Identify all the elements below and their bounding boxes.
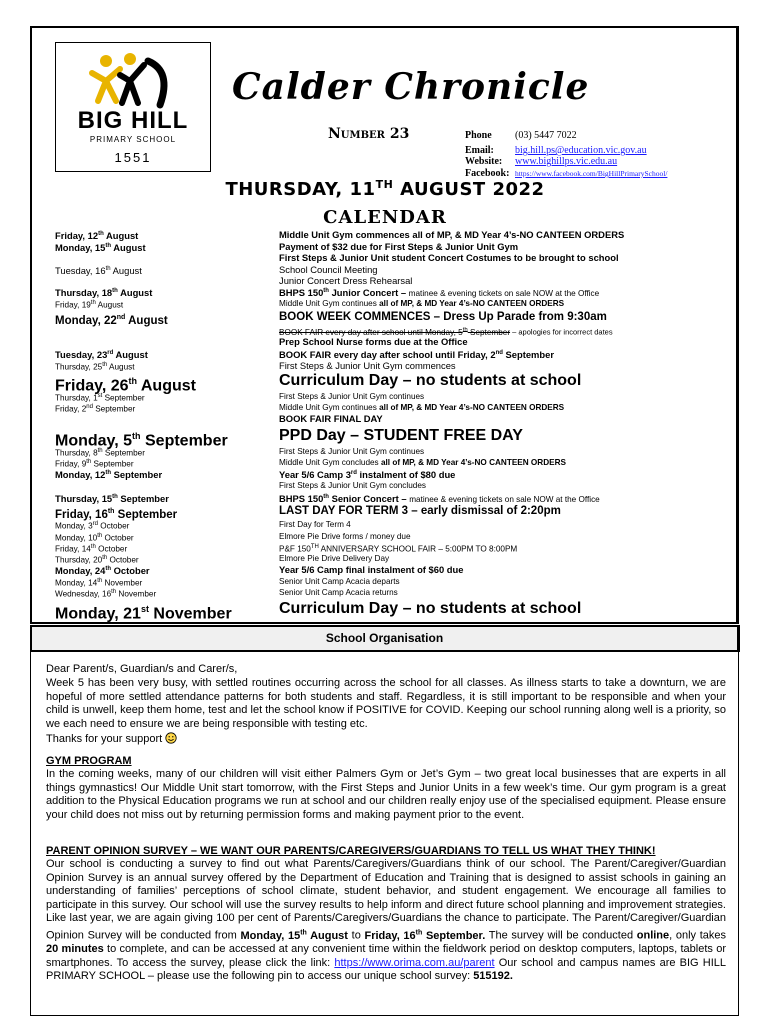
calendar-date: Tuesday, 23rd August <box>55 349 148 361</box>
website-label: Website: <box>465 156 503 167</box>
calendar-date: Monday, 10th October <box>55 533 134 543</box>
calendar-date: Friday, 26th August <box>55 376 196 395</box>
phone-value: (03) 5447 7022 <box>515 130 577 141</box>
logo-number: 1551 <box>114 150 152 165</box>
letter-intro: Week 5 has been very busy, with settled routines occurring across the school for all classes. As illness starts to take a downturn, we are hopeful of more settled attendance patterns for both students and staff. Regardless, it is still important to be responsible and when your child is unwell, keep them home, test and let the school know if POSITIVE for COVID. Keeping our school running along well is a priority, so we each need to ensure we are being responsible with testing etc. <box>46 677 726 730</box>
school-logo <box>55 42 211 172</box>
calendar-event: Middle Unit Gym concludes all of MP, & MD Year 4’s-NO CANTEEN ORDERS <box>279 458 566 467</box>
calendar-date: Thursday, 20th October <box>55 555 139 565</box>
calendar-event: Year 5/6 Camp 3rd instalment of $80 due <box>279 469 456 481</box>
email-label: Email: <box>465 145 494 156</box>
calendar-date: Tuesday, 16th August <box>55 265 142 277</box>
survey-text: Our school is conducting a survey to find out what Parents/Caregivers/Guardians think of our school. The Parent/Caregiver/Guardian Opinion Survey is an annual survey offered by the Department of Education and Training that is designed to assist schools in gaining an understanding of families’ perceptions of school climate, student behavior, and student engagement. We encourage all families to participate in this survey. Our school will use the survey results to help inform and direct future school planning and improvement strategies. Like last year, we are again giving 100 per cent of Parents/Caregivers/Guardians the chance to participate. The Parent/Caregiver/Guardian Opinion Survey will be conducted from Monday, 15th August to Friday, 16th September. The survey will be conducted online, only takes 20 minutes to complete, and can be accessed at any convenient time within the fieldwork period on desktop computers, laptops, tablets or smartphones. To access the survey, please click the link: https://www.orima.com.au/parent Our school and campus names are BIG HILL PRIMARY SCHOOL – please use the following pin to access our unique school survey: 515192. <box>46 858 727 983</box>
issue-date-prefix: THURSDAY, 11 <box>225 179 376 200</box>
calendar-date: Monday, 22nd August <box>55 314 168 327</box>
calendar-event: Elmore Pie Drive Delivery Day <box>279 554 390 563</box>
issue-date <box>0 178 770 200</box>
calendar-date: Thursday, 18th August <box>55 287 153 299</box>
calendar-event: Junior Concert Dress Rehearsal <box>279 275 413 286</box>
calendar-date: Monday, 3rd October <box>55 521 130 531</box>
issue-date-suffix: TH <box>375 178 394 191</box>
calendar-event: Middle Unit Gym continues all of MP, & MD Year 4’s-NO CANTEEN ORDERS <box>279 299 565 308</box>
calendar-date: Monday, 12th September <box>55 469 163 481</box>
calendar-event: Curriculum Day – no students at school <box>279 372 582 389</box>
calendar-date: Friday, 12th August <box>55 230 139 242</box>
gym-heading: GYM PROGRAM <box>46 755 132 767</box>
calendar-date: Thursday, 8th September <box>55 448 145 458</box>
smiley-icon <box>165 732 177 744</box>
logo-name: BIG HILL <box>77 107 189 134</box>
calendar-event: Middle Unit Gym continues all of MP, & MD Year 4’s-NO CANTEEN ORDERS <box>279 403 565 412</box>
calendar-event: P&F 150TH ANNIVERSARY SCHOOL FAIR – 5:00PM TO 8:00PM <box>279 544 518 554</box>
calendar-event: Prep School Nurse forms due at the Office <box>279 336 468 347</box>
website-link[interactable]: www.bighillps.vic.edu.au <box>515 156 618 167</box>
calendar-event: First Steps & Junior Unit Gym concludes <box>279 481 426 490</box>
calendar-event: LAST DAY FOR TERM 3 – early dismissal of 2:20pm <box>279 505 561 517</box>
calendar-date: Thursday, 1st September <box>55 393 145 403</box>
calendar-heading: CALENDAR <box>323 207 447 228</box>
section-title: School Organisation <box>30 625 740 652</box>
phone-label: Phone <box>465 130 492 141</box>
calendar-event: BHPS 150th Junior Concert – matinee & evening tickets on sale NOW at the Office <box>279 287 600 299</box>
calendar-event: PPD Day – STUDENT FREE DAY <box>279 427 523 444</box>
facebook-link[interactable]: https://www.facebook.com/BigHillPrimarySchool/ <box>515 169 668 178</box>
calendar-event: Senior Unit Camp Acacia departs <box>279 577 400 586</box>
calendar-event: School Council Meeting <box>279 264 378 275</box>
letter-greeting: Dear Parent/s, Guardian/s and Carer/s, <box>46 663 238 675</box>
logo-figures-icon <box>86 51 176 111</box>
facebook-label: Facebook: <box>465 168 510 179</box>
calendar-event: Elmore Pie Drive forms / money due <box>279 532 411 541</box>
survey-heading: PARENT OPINION SURVEY – WE WANT OUR PARENTS/CAREGIVERS/GUARDIANS TO TELL US WHAT THEY THINK! <box>46 845 656 857</box>
calendar-date: Wednesday, 16th November <box>55 589 157 599</box>
calendar-date: Monday, 21st November <box>55 604 232 623</box>
calendar-event: First Steps & Junior Unit Gym commences <box>279 360 456 371</box>
calendar-event: Senior Unit Camp Acacia returns <box>279 588 398 597</box>
masthead-title: Calder Chronicle <box>232 66 590 108</box>
survey-link[interactable]: https://www.orima.com.au/parent <box>334 956 495 969</box>
calendar-event: Year 5/6 Camp final instalment of $60 due <box>279 564 464 575</box>
letter-thanks: Thanks for your support <box>46 732 726 747</box>
calendar-event: BOOK FAIR every day after school until Friday, 2nd September <box>279 349 554 361</box>
calendar-date: Monday, 24th October <box>55 565 150 577</box>
calendar-date: Friday, 16th September <box>55 508 178 521</box>
calendar-event: Middle Unit Gym commences all of MP, & MD Year 4’s-NO CANTEEN ORDERS <box>279 229 625 240</box>
calendar-date: Friday, 9th September <box>55 459 134 469</box>
calendar-event: BOOK FAIR every day after school until Monday, 5th September – apologies for incorrect dates <box>279 327 613 337</box>
calendar-date: Thursday, 25th August <box>55 362 135 372</box>
calendar-date: Friday, 19th August <box>55 300 124 310</box>
email-link[interactable]: big.hill.ps@education.vic.gov.au <box>515 145 647 156</box>
calendar-date: Friday, 14th October <box>55 544 128 554</box>
calendar-event: BOOK WEEK COMMENCES – Dress Up Parade from 9:30am <box>279 311 607 323</box>
calendar-event: First Steps & Junior Unit student Concert Costumes to be brought to school <box>279 252 619 263</box>
calendar-event: Payment of $32 due for First Steps & Junior Unit Gym <box>279 241 519 252</box>
calendar-date: Monday, 14th November <box>55 578 143 588</box>
calendar-event: BHPS 150th Senior Concert – matinee & evening tickets on sale NOW at the Office <box>279 493 600 505</box>
gym-text: In the coming weeks, many of our children will visit either Palmers Gym or Jet’s Gym – two great local businesses that are experts in all things gymnastics! Our Middle Unit start tomorrow, with the First Steps and Junior Units in a few week’s time. Our gym program is a great addition to the Physical Education programs we run at school and our children really enjoy use of the specialised equipment. Please ensure your child does not miss out by returning permission forms and making payment prior to the event. <box>46 768 726 821</box>
logo-subtitle: PRIMARY SCHOOL <box>89 135 177 144</box>
calendar-event: First Steps & Junior Unit Gym continues <box>279 392 425 401</box>
calendar-date: Friday, 2nd September <box>55 404 136 414</box>
issue-number: Number 23 <box>328 126 410 142</box>
calendar-date: Monday, 15th August <box>55 242 146 254</box>
calendar-event: First Steps & Junior Unit Gym continues <box>279 447 425 456</box>
calendar-date: Monday, 5th September <box>55 431 228 450</box>
calendar-date: Thursday, 15th September <box>55 493 169 505</box>
calendar-event: BOOK FAIR FINAL DAY <box>279 413 383 424</box>
issue-date-rest: AUGUST 2022 <box>393 179 545 200</box>
calendar-event: Curriculum Day – no students at school <box>279 600 582 617</box>
calendar-event: First Day for Term 4 <box>279 520 351 529</box>
